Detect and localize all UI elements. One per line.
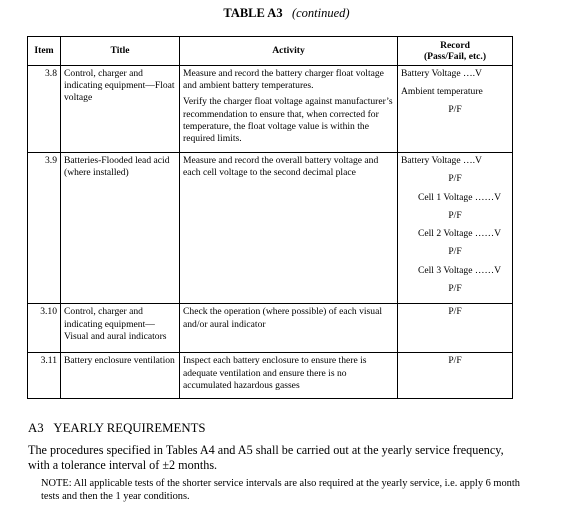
- section-number: A3: [28, 421, 44, 435]
- header-record: [398, 37, 513, 66]
- activity-paragraph: Inspect each battery enclosure to ensure there is adequate ventilation and ensure there is no accumulated hazardous gasses: [183, 355, 367, 391]
- record-battery-voltage: Battery Voltage ….V: [401, 68, 482, 79]
- row-title: Control, charger and indicating equipment—Visual and aural indicators: [61, 304, 180, 353]
- activity-paragraph: Check the operation (where possible) of each visual and/or aural indicator: [183, 306, 383, 330]
- table-continued-label: (continued): [291, 6, 350, 20]
- record-cell-1-voltage: Cell 1 Voltage ……V: [417, 191, 501, 203]
- table-row: [28, 66, 513, 153]
- record-pass-fail: P/F: [448, 173, 462, 185]
- section-paragraph: The procedures specified in Tables A4 and A5 shall be carried out at the yearly service frequency, with a tolerance interval of ±2 months.: [28, 443, 504, 472]
- record-ambient-temperature: Ambient temperature: [401, 86, 483, 98]
- activity-paragraph: Measure and record the battery charger float voltage and ambient battery temperatures.: [183, 68, 384, 92]
- record-pass-fail: P/F: [448, 104, 462, 116]
- record-pass-fail: P/F: [448, 246, 462, 258]
- row-title: Battery enclosure ventilation: [61, 353, 180, 399]
- row-item: 3.11: [28, 353, 61, 399]
- record-battery-voltage: Battery Voltage ….V: [401, 155, 482, 166]
- header-item: Item: [28, 37, 61, 66]
- row-title: Batteries-Flooded lead acid (where installed): [61, 153, 180, 304]
- section-title: YEARLY REQUIREMENTS: [53, 421, 206, 435]
- row-record: [398, 153, 513, 304]
- section-heading: [28, 421, 206, 436]
- record-pass-fail: P/F: [448, 306, 462, 318]
- header-record-line2: (Pass/Fail, etc.): [423, 51, 487, 62]
- record-pass-fail: P/F: [448, 283, 462, 295]
- row-activity: [180, 304, 398, 353]
- row-title: Control, charger and indicating equipment—Float voltage: [61, 66, 180, 153]
- row-item: 3.8: [28, 66, 61, 153]
- record-cell-3-voltage: Cell 3 Voltage ……V: [417, 264, 501, 276]
- row-activity: [180, 66, 398, 153]
- table-row: [28, 353, 513, 399]
- table-header-row: [28, 37, 513, 66]
- header-activity: Activity: [180, 37, 398, 66]
- row-activity: [180, 153, 398, 304]
- activity-paragraph: Verify the charger float voltage against manufacturer’s recommendation to ensure that, when corrected for temperature, the float voltage value is within the required limits.: [183, 96, 393, 145]
- header-record-line1: Record: [440, 39, 470, 51]
- record-pass-fail: P/F: [448, 209, 462, 221]
- table-row: [28, 153, 513, 304]
- record-cell-2-voltage: Cell 2 Voltage ……V: [417, 228, 501, 240]
- table-number: TABLE A3: [223, 6, 283, 20]
- row-record: [398, 353, 513, 399]
- header-title: Title: [61, 37, 180, 66]
- row-item: 3.10: [28, 304, 61, 353]
- row-activity: [180, 353, 398, 399]
- activity-paragraph: Measure and record the overall battery voltage and each cell voltage to the second decimal place: [183, 155, 379, 179]
- table-row: [28, 304, 513, 353]
- row-record: [398, 304, 513, 353]
- record-pass-fail: P/F: [448, 355, 462, 367]
- maintenance-table: [27, 36, 513, 399]
- row-record: [398, 66, 513, 153]
- row-item: 3.9: [28, 153, 61, 304]
- section-note: NOTE: All applicable tests of the shorter service intervals are also required at the yearly service, i.e. apply 6 month tests and then the 1 year conditions.: [41, 478, 520, 502]
- table-caption: [0, 6, 573, 21]
